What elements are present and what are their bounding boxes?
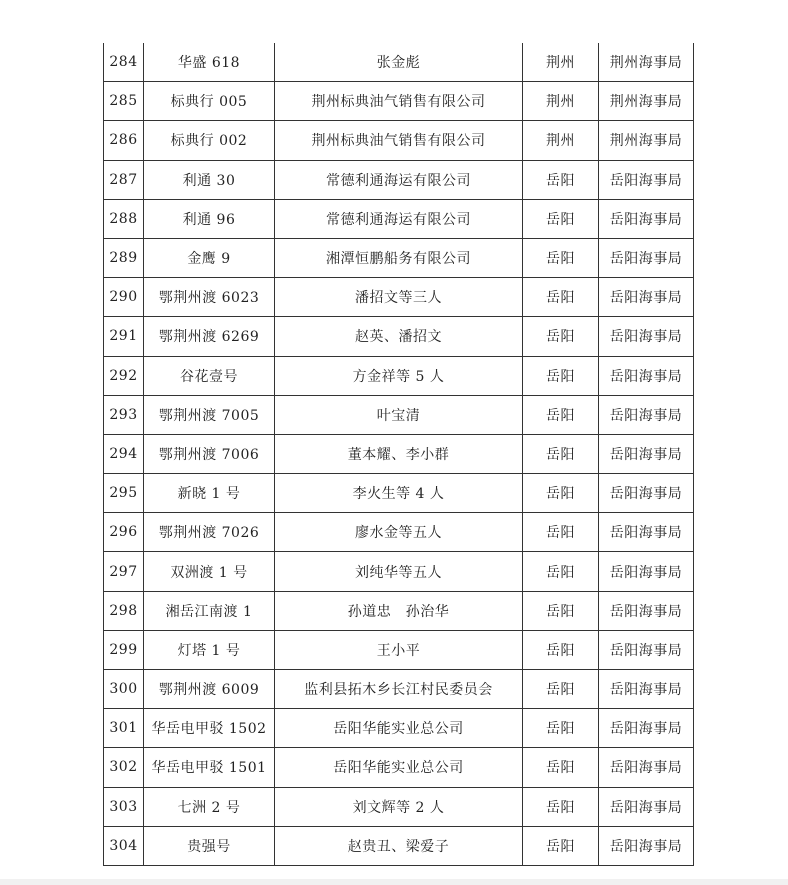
maritime-authority-cell: 岳阳海事局 <box>599 199 694 238</box>
row-number-cell: 290 <box>104 278 144 317</box>
row-number-cell: 288 <box>104 199 144 238</box>
maritime-authority-cell: 岳阳海事局 <box>599 748 694 787</box>
region-cell: 岳阳 <box>523 709 599 748</box>
row-number-cell: 300 <box>104 670 144 709</box>
maritime-authority-cell: 岳阳海事局 <box>599 474 694 513</box>
region-cell: 岳阳 <box>523 748 599 787</box>
table-row <box>104 238 694 277</box>
owner-cell: 董本耀、李小群 <box>275 434 523 473</box>
row-number-cell: 285 <box>104 82 144 121</box>
vessel-name-cell: 鄂荆州渡 6023 <box>144 278 275 317</box>
row-number-cell: 294 <box>104 434 144 473</box>
maritime-authority-cell: 荆州海事局 <box>599 82 694 121</box>
maritime-authority-cell: 岳阳海事局 <box>599 630 694 669</box>
row-number-cell: 298 <box>104 591 144 630</box>
owner-cell: 李火生等 4 人 <box>275 474 523 513</box>
vessel-name-cell: 利通 30 <box>144 160 275 199</box>
owner-cell: 廖水金等五人 <box>275 513 523 552</box>
table-row <box>104 670 694 709</box>
owner-cell: 岳阳华能实业总公司 <box>275 748 523 787</box>
maritime-authority-cell: 岳阳海事局 <box>599 670 694 709</box>
table-row <box>104 82 694 121</box>
region-cell: 荆州 <box>523 82 599 121</box>
maritime-authority-cell: 岳阳海事局 <box>599 238 694 277</box>
vessel-name-cell: 湘岳江南渡 1 <box>144 591 275 630</box>
table-row <box>104 395 694 434</box>
owner-cell: 刘纯华等五人 <box>275 552 523 591</box>
page-bottom-edge <box>0 879 788 885</box>
vessel-name-cell: 贵强号 <box>144 826 275 865</box>
region-cell: 岳阳 <box>523 513 599 552</box>
vessel-name-cell: 鄂荆州渡 7005 <box>144 395 275 434</box>
vessel-name-cell: 金鹰 9 <box>144 238 275 277</box>
owner-cell: 赵贵丑、梁爱子 <box>275 826 523 865</box>
owner-cell: 常德利通海运有限公司 <box>275 199 523 238</box>
row-number-cell: 289 <box>104 238 144 277</box>
owner-cell: 方金祥等 5 人 <box>275 356 523 395</box>
region-cell: 岳阳 <box>523 278 599 317</box>
table-row <box>104 826 694 865</box>
maritime-authority-cell: 岳阳海事局 <box>599 395 694 434</box>
table-row <box>104 591 694 630</box>
table-row <box>104 630 694 669</box>
row-number-cell: 303 <box>104 787 144 826</box>
table-row <box>104 513 694 552</box>
region-cell: 岳阳 <box>523 630 599 669</box>
row-number-cell: 284 <box>104 43 144 82</box>
vessel-name-cell: 华岳电甲驳 1501 <box>144 748 275 787</box>
row-number-cell: 292 <box>104 356 144 395</box>
vessel-name-cell: 标典行 002 <box>144 121 275 160</box>
maritime-authority-cell: 岳阳海事局 <box>599 356 694 395</box>
row-number-cell: 295 <box>104 474 144 513</box>
owner-cell: 孙道忠 孙治华 <box>275 591 523 630</box>
vessel-name-cell: 七洲 2 号 <box>144 787 275 826</box>
table-row <box>104 317 694 356</box>
row-number-cell: 302 <box>104 748 144 787</box>
maritime-authority-cell: 岳阳海事局 <box>599 434 694 473</box>
region-cell: 荆州 <box>523 43 599 82</box>
vessel-name-cell: 双洲渡 1 号 <box>144 552 275 591</box>
region-cell: 岳阳 <box>523 826 599 865</box>
vessel-name-cell: 鄂荆州渡 7026 <box>144 513 275 552</box>
row-number-cell: 293 <box>104 395 144 434</box>
table-row <box>104 552 694 591</box>
table-row <box>104 43 694 82</box>
maritime-authority-cell: 岳阳海事局 <box>599 552 694 591</box>
row-number-cell: 296 <box>104 513 144 552</box>
region-cell: 岳阳 <box>523 160 599 199</box>
vessel-name-cell: 华岳电甲驳 1502 <box>144 709 275 748</box>
owner-cell: 潘招文等三人 <box>275 278 523 317</box>
table-row <box>104 121 694 160</box>
region-cell: 岳阳 <box>523 474 599 513</box>
region-cell: 荆州 <box>523 121 599 160</box>
vessel-name-cell: 新晓 1 号 <box>144 474 275 513</box>
row-number-cell: 287 <box>104 160 144 199</box>
owner-cell: 荆州标典油气销售有限公司 <box>275 121 523 160</box>
region-cell: 岳阳 <box>523 317 599 356</box>
region-cell: 岳阳 <box>523 238 599 277</box>
owner-cell: 叶宝清 <box>275 395 523 434</box>
region-cell: 岳阳 <box>523 356 599 395</box>
owner-cell: 王小平 <box>275 630 523 669</box>
row-number-cell: 301 <box>104 709 144 748</box>
owner-cell: 荆州标典油气销售有限公司 <box>275 82 523 121</box>
vessel-table <box>103 43 694 866</box>
maritime-authority-cell: 岳阳海事局 <box>599 591 694 630</box>
vessel-name-cell: 利通 96 <box>144 199 275 238</box>
owner-cell: 岳阳华能实业总公司 <box>275 709 523 748</box>
vessel-name-cell: 鄂荆州渡 7006 <box>144 434 275 473</box>
maritime-authority-cell: 岳阳海事局 <box>599 160 694 199</box>
maritime-authority-cell: 荆州海事局 <box>599 121 694 160</box>
maritime-authority-cell: 岳阳海事局 <box>599 278 694 317</box>
row-number-cell: 286 <box>104 121 144 160</box>
maritime-authority-cell: 岳阳海事局 <box>599 317 694 356</box>
region-cell: 岳阳 <box>523 591 599 630</box>
table-row <box>104 748 694 787</box>
maritime-authority-cell: 岳阳海事局 <box>599 513 694 552</box>
table-row <box>104 434 694 473</box>
region-cell: 岳阳 <box>523 395 599 434</box>
table-row <box>104 787 694 826</box>
region-cell: 岳阳 <box>523 199 599 238</box>
table-row <box>104 709 694 748</box>
vessel-table-body <box>104 43 694 865</box>
maritime-authority-cell: 岳阳海事局 <box>599 826 694 865</box>
region-cell: 岳阳 <box>523 552 599 591</box>
row-number-cell: 304 <box>104 826 144 865</box>
maritime-authority-cell: 荆州海事局 <box>599 43 694 82</box>
owner-cell: 监利县拓木乡长江村民委员会 <box>275 670 523 709</box>
vessel-name-cell: 谷花壹号 <box>144 356 275 395</box>
owner-cell: 湘潭恒鹏船务有限公司 <box>275 238 523 277</box>
owner-cell: 赵英、潘招文 <box>275 317 523 356</box>
table-row <box>104 160 694 199</box>
maritime-authority-cell: 岳阳海事局 <box>599 709 694 748</box>
table-row <box>104 278 694 317</box>
vessel-name-cell: 华盛 618 <box>144 43 275 82</box>
owner-cell: 张金彪 <box>275 43 523 82</box>
vessel-name-cell: 标典行 005 <box>144 82 275 121</box>
table-row <box>104 474 694 513</box>
vessel-name-cell: 灯塔 1 号 <box>144 630 275 669</box>
owner-cell: 常德利通海运有限公司 <box>275 160 523 199</box>
region-cell: 岳阳 <box>523 787 599 826</box>
vessel-name-cell: 鄂荆州渡 6009 <box>144 670 275 709</box>
row-number-cell: 291 <box>104 317 144 356</box>
table-row <box>104 199 694 238</box>
table-row <box>104 356 694 395</box>
row-number-cell: 299 <box>104 630 144 669</box>
region-cell: 岳阳 <box>523 670 599 709</box>
maritime-authority-cell: 岳阳海事局 <box>599 787 694 826</box>
vessel-name-cell: 鄂荆州渡 6269 <box>144 317 275 356</box>
owner-cell: 刘文辉等 2 人 <box>275 787 523 826</box>
region-cell: 岳阳 <box>523 434 599 473</box>
row-number-cell: 297 <box>104 552 144 591</box>
